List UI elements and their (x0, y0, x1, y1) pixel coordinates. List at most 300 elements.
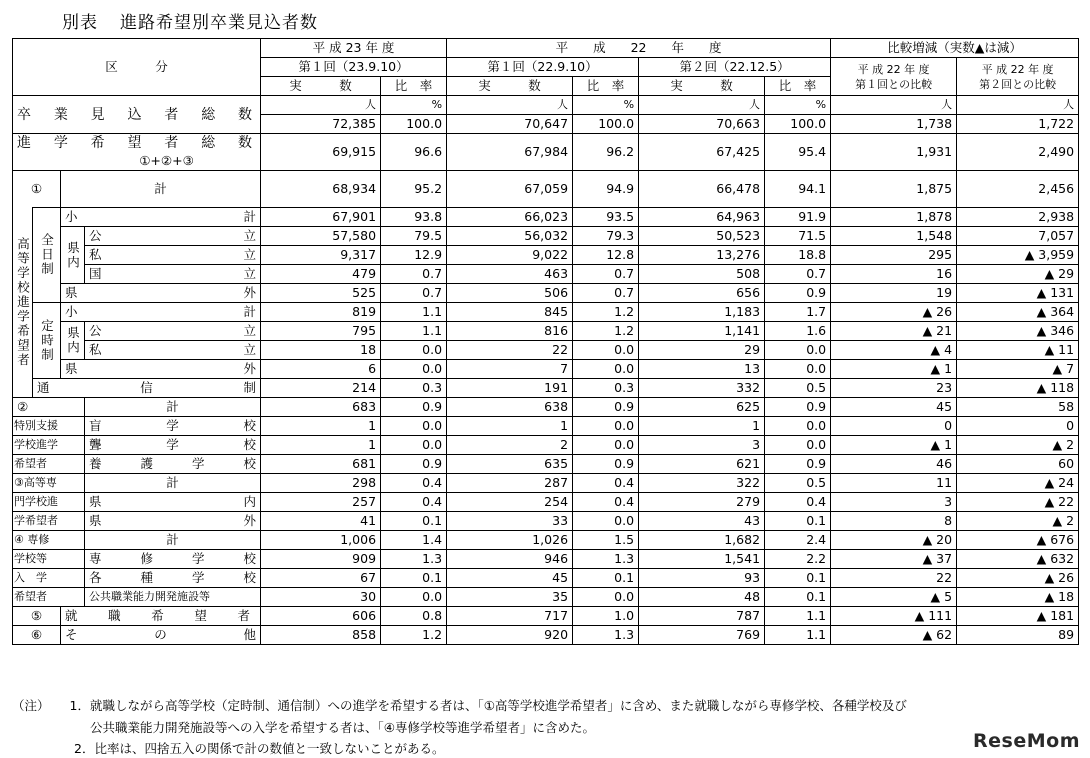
cell-value: 100.0 (573, 115, 639, 134)
cell-value: 0.9 (573, 455, 639, 474)
cell-value: 1.6 (765, 322, 831, 341)
cell-value: 8 (831, 512, 957, 531)
cell-value: 322 (639, 474, 765, 493)
cell-value: 1.3 (573, 626, 639, 645)
cell-value: 1,878 (831, 208, 957, 227)
cell-value: 506 (447, 284, 573, 303)
header-diff1: 平 成 22 年 度 第１回との比較 (831, 58, 957, 96)
cell-value: 606 (261, 607, 381, 626)
table-row (13, 512, 1079, 531)
cell-value: 0.0 (381, 417, 447, 436)
unit-person: 人 (447, 96, 573, 115)
table-row (13, 531, 1079, 550)
cell-value: ▲ 18 (957, 588, 1079, 607)
group2-num: ② (13, 398, 85, 417)
cell-value: 0.7 (765, 265, 831, 284)
cell-value: 1.2 (381, 626, 447, 645)
table-row (13, 208, 1079, 227)
cell-value: 769 (639, 626, 765, 645)
cell-value: 0.7 (573, 265, 639, 284)
cell-value: ▲ 29 (957, 265, 1079, 284)
cell-value: 7 (447, 360, 573, 379)
cell-value: 91.9 (765, 208, 831, 227)
cell-value: 0.4 (573, 493, 639, 512)
row-label: 県 外 (61, 360, 261, 379)
cell-value: 22 (831, 569, 957, 588)
cell-value: 683 (261, 398, 381, 417)
row-label-cell (13, 134, 261, 171)
cell-value: 67 (261, 569, 381, 588)
cell-value: 298 (261, 474, 381, 493)
cell-value: 66,023 (447, 208, 573, 227)
header-hiritsu: 比 率 (381, 77, 447, 96)
cell-value: 0.5 (765, 474, 831, 493)
cell-value: ▲ 3,959 (957, 246, 1079, 265)
cell-value: 2,456 (957, 171, 1079, 208)
row-label: 公 立 (85, 322, 261, 341)
cell-value: 67,901 (261, 208, 381, 227)
cell-value: 70,647 (447, 115, 573, 134)
header-h22-r2: 第２回（22.12.5） (639, 58, 831, 77)
table-row (13, 398, 1079, 417)
cell-value: 0.3 (381, 379, 447, 398)
title-main: 進路希望別卒業見込者数 (120, 13, 318, 33)
cell-value: 656 (639, 284, 765, 303)
row-label: 各 種 学 校 (85, 569, 261, 588)
cell-value: 1,006 (261, 531, 381, 550)
cell-value: 0.9 (765, 455, 831, 474)
row-label: 盲 学 校 (85, 417, 261, 436)
group2-name-1: 特別支援 (13, 417, 85, 436)
cell-value: 11 (831, 474, 957, 493)
cell-value: 45 (831, 398, 957, 417)
title-prefix: 別表 (62, 13, 98, 33)
cell-value: 1.4 (381, 531, 447, 550)
cell-value: 50,523 (639, 227, 765, 246)
table-row (13, 96, 1079, 115)
cell-value: 18.8 (765, 246, 831, 265)
cell-value: ▲ 346 (957, 322, 1079, 341)
cell-value: 9,022 (447, 246, 573, 265)
cell-value: 621 (639, 455, 765, 474)
cell-value: 7,057 (957, 227, 1079, 246)
cell-value: 1.1 (765, 607, 831, 626)
table-row (13, 171, 1079, 208)
cell-value: 13 (639, 360, 765, 379)
table-row (13, 626, 1079, 645)
cell-value: 1,183 (639, 303, 765, 322)
cell-value: 0.7 (381, 265, 447, 284)
cell-value: ▲ 11 (957, 341, 1079, 360)
cell-value: 1.1 (765, 626, 831, 645)
cell-value: ▲ 7 (957, 360, 1079, 379)
cell-value: 18 (261, 341, 381, 360)
header-h23: 平 成 23 年 度 (261, 39, 447, 58)
cell-value: 0.1 (765, 588, 831, 607)
cell-value: ▲ 20 (831, 531, 957, 550)
cell-value: 22 (447, 341, 573, 360)
cell-value: 100.0 (765, 115, 831, 134)
cell-value: 0.7 (573, 284, 639, 303)
cell-value: 525 (261, 284, 381, 303)
cell-value: 64,963 (639, 208, 765, 227)
cell-value: 1.2 (573, 303, 639, 322)
kennai-label: 県内 (61, 322, 85, 360)
cell-value: ▲ 5 (831, 588, 957, 607)
cell-value: ▲ 131 (957, 284, 1079, 303)
group2-name-3: 希望者 (13, 455, 85, 474)
group4-l3: 入 学 (13, 569, 85, 588)
cell-value: 29 (639, 341, 765, 360)
cell-value: 2.4 (765, 531, 831, 550)
cell-value: 1,541 (639, 550, 765, 569)
cell-value: 1 (447, 417, 573, 436)
cell-value: 0.3 (573, 379, 639, 398)
cell-value: 1.3 (381, 550, 447, 569)
cell-value: 845 (447, 303, 573, 322)
cell-value: 96.2 (573, 134, 639, 171)
row-label: 通 信 制 (33, 379, 261, 398)
cell-value: 0.1 (765, 512, 831, 531)
cell-value: 95.2 (381, 171, 447, 208)
table-row (13, 284, 1079, 303)
cell-value: 12.9 (381, 246, 447, 265)
cell-value: 1 (261, 417, 381, 436)
cell-value: 60 (957, 455, 1079, 474)
cell-value: 79.3 (573, 227, 639, 246)
cell-value: 0.9 (765, 284, 831, 303)
cell-value: 0.4 (381, 493, 447, 512)
cell-value: 93.5 (573, 208, 639, 227)
cell-value: 717 (447, 607, 573, 626)
cell-value: 0.0 (381, 436, 447, 455)
table-row (13, 474, 1079, 493)
cell-value: 67,425 (639, 134, 765, 171)
cell-value: 33 (447, 512, 573, 531)
cell-value: ▲ 181 (957, 607, 1079, 626)
cell-value: 0.9 (573, 398, 639, 417)
cell-value: 0.0 (573, 588, 639, 607)
cell-value: 0 (831, 417, 957, 436)
cell-value: 93.8 (381, 208, 447, 227)
cell-value: 1,931 (831, 134, 957, 171)
row-label: 計 (85, 398, 261, 417)
unit-pct: % (573, 96, 639, 115)
cell-value: 214 (261, 379, 381, 398)
row-label: 計 (85, 474, 261, 493)
cell-value: 0.1 (765, 569, 831, 588)
cell-value: 70,663 (639, 115, 765, 134)
cell-value: ▲ 1 (831, 360, 957, 379)
cell-value: 625 (639, 398, 765, 417)
cell-value: 0.0 (765, 360, 831, 379)
cell-value: ▲ 364 (957, 303, 1079, 322)
header-jissu: 実 数 (639, 77, 765, 96)
table-row (13, 455, 1079, 474)
cell-value: 1.5 (573, 531, 639, 550)
cell-value: 508 (639, 265, 765, 284)
cell-value: 2 (447, 436, 573, 455)
cell-value: ▲ 118 (957, 379, 1079, 398)
cell-value: 69,915 (261, 134, 381, 171)
row-label: 専 修 学 校 (85, 550, 261, 569)
cell-value: 681 (261, 455, 381, 474)
row-label: 私 立 (85, 246, 261, 265)
cell-value: 635 (447, 455, 573, 474)
cell-value: 9,317 (261, 246, 381, 265)
cell-value: 279 (639, 493, 765, 512)
cell-value: 93 (639, 569, 765, 588)
group3-l1: ③高等専 (13, 474, 85, 493)
cell-value: 1.3 (573, 550, 639, 569)
page-title (62, 8, 340, 33)
cell-value: 332 (639, 379, 765, 398)
cell-value: ▲ 37 (831, 550, 957, 569)
row-label: 進学希望者総数 (17, 135, 257, 151)
cell-value: 795 (261, 322, 381, 341)
cell-value: 58 (957, 398, 1079, 417)
cell-value: 0.0 (381, 588, 447, 607)
cell-value: 0.0 (573, 341, 639, 360)
cell-value: 287 (447, 474, 573, 493)
cell-value: ▲ 26 (831, 303, 957, 322)
cell-value: 43 (639, 512, 765, 531)
table-row (13, 417, 1079, 436)
table-row (13, 303, 1079, 322)
kennai-label: 県内 (61, 227, 85, 284)
cell-value: 0.7 (381, 284, 447, 303)
group4-l2: 学校等 (13, 550, 85, 569)
group1-num: ① (13, 171, 61, 208)
cell-value: 0.1 (381, 512, 447, 531)
cell-value: 254 (447, 493, 573, 512)
cell-value: 68,934 (261, 171, 381, 208)
cell-value: 16 (831, 265, 957, 284)
cell-value: 0.0 (765, 417, 831, 436)
note-2: 2．比率は、四捨五入の関係で計の数値と一致しないことがある。 (74, 741, 445, 756)
cell-value: 0.9 (381, 455, 447, 474)
cell-value: 30 (261, 588, 381, 607)
cell-value: 909 (261, 550, 381, 569)
cell-value: ▲ 24 (957, 474, 1079, 493)
row-label: 計 (61, 171, 261, 208)
header-jissu: 実 数 (447, 77, 573, 96)
cell-value: 46 (831, 455, 957, 474)
cell-value: ▲ 111 (831, 607, 957, 626)
table-row (13, 436, 1079, 455)
cell-value: 71.5 (765, 227, 831, 246)
cell-value: 13,276 (639, 246, 765, 265)
cell-value: 0.0 (381, 341, 447, 360)
cell-value: 816 (447, 322, 573, 341)
cell-value: 946 (447, 550, 573, 569)
table-row (13, 265, 1079, 284)
cell-value: 79.5 (381, 227, 447, 246)
group2-name-2: 学校進学 (13, 436, 85, 455)
cell-value: ▲ 26 (957, 569, 1079, 588)
cell-value: 819 (261, 303, 381, 322)
group3-l2: 門学校進 (13, 493, 85, 512)
cell-value: ▲ 2 (957, 436, 1079, 455)
cell-value: 638 (447, 398, 573, 417)
header-diff2: 平 成 22 年 度 第２回との比較 (957, 58, 1079, 96)
cell-value: 0.0 (765, 341, 831, 360)
cell-value: 858 (261, 626, 381, 645)
group6-num: ⑥ (13, 626, 61, 645)
cell-value: 89 (957, 626, 1079, 645)
row-label: 就職希望者 (61, 607, 261, 626)
row-sublabel: ①+②+③ (139, 153, 194, 168)
cell-value: 19 (831, 284, 957, 303)
cell-value: ▲ 21 (831, 322, 957, 341)
cell-value: 66,478 (639, 171, 765, 208)
cell-value: ▲ 4 (831, 341, 957, 360)
group3-l3: 学希望者 (13, 512, 85, 531)
cell-value: 463 (447, 265, 573, 284)
header-hiritsu: 比 率 (765, 77, 831, 96)
unit-person: 人 (639, 96, 765, 115)
unit-pct: % (765, 96, 831, 115)
cell-value: ▲ 2 (957, 512, 1079, 531)
cell-value: 0.5 (765, 379, 831, 398)
table-row (13, 341, 1079, 360)
cell-value: 1.7 (765, 303, 831, 322)
cell-value: 1,682 (639, 531, 765, 550)
cell-value: 96.6 (381, 134, 447, 171)
table-row (13, 360, 1079, 379)
cell-value: 72,385 (261, 115, 381, 134)
cell-value: 920 (447, 626, 573, 645)
cell-value: 57,580 (261, 227, 381, 246)
cell-value: ▲ 632 (957, 550, 1079, 569)
table-row (13, 569, 1079, 588)
cell-value: 0.0 (573, 436, 639, 455)
cell-value: 2,490 (957, 134, 1079, 171)
cell-value: 67,059 (447, 171, 573, 208)
row-label: 公共職業能力開発施設等 (85, 588, 261, 607)
note-1 (12, 696, 907, 714)
header-h22-r1: 第１回（22.9.10） (447, 58, 639, 77)
cell-value: 1,738 (831, 115, 957, 134)
cell-value: 1,548 (831, 227, 957, 246)
row-label: そ の 他 (61, 626, 261, 645)
cell-value: 56,032 (447, 227, 573, 246)
cell-value: 0.0 (573, 512, 639, 531)
cell-value: 1.1 (381, 322, 447, 341)
cell-value: ▲ 1 (831, 436, 957, 455)
cell-value: 1,026 (447, 531, 573, 550)
table-row (13, 134, 1079, 171)
row-label: 小 計 (61, 303, 261, 322)
table-row (13, 246, 1079, 265)
note-label: （注） (12, 698, 50, 713)
cell-value: 479 (261, 265, 381, 284)
header-diff: 比較増減（実数▲は減） (831, 39, 1079, 58)
cell-value: 2.2 (765, 550, 831, 569)
row-label: 私 立 (85, 341, 261, 360)
note-1b: 公共職業能力開発施設等への入学を希望する者は、「④専修学校等進学希望者」に含めた。 (90, 720, 595, 735)
table-row (13, 588, 1079, 607)
cell-value: 0.9 (765, 398, 831, 417)
header-h22: 平 成 22 年 度 (447, 39, 831, 58)
cell-value: 0.9 (381, 398, 447, 417)
data-table (12, 38, 1079, 645)
cell-value: 1 (639, 417, 765, 436)
cell-value: ▲ 676 (957, 531, 1079, 550)
note-1-text: 1．就職しながら高等学校（定時制、通信制）への進学を希望する者は、「①高等学校進学希望者」に含め、また就職しながら専修学校、各種学校及び (69, 698, 907, 713)
cell-value: 35 (447, 588, 573, 607)
row-label: 国 立 (85, 265, 261, 284)
cell-value: 3 (639, 436, 765, 455)
cell-value: 1.0 (573, 607, 639, 626)
cell-value: 41 (261, 512, 381, 531)
cell-value: 0.1 (573, 569, 639, 588)
cell-value: 95.4 (765, 134, 831, 171)
cell-value: 787 (639, 607, 765, 626)
cell-value: 1 (261, 436, 381, 455)
table-row (13, 607, 1079, 626)
zen-label: 全日制 (33, 208, 61, 303)
cell-value: 48 (639, 588, 765, 607)
header-category: 区 分 (13, 39, 261, 96)
cell-value: 1.2 (573, 322, 639, 341)
cell-value: 1.1 (381, 303, 447, 322)
cell-value: 100.0 (381, 115, 447, 134)
cell-value: 257 (261, 493, 381, 512)
table-row (13, 550, 1079, 569)
cell-value: 1,722 (957, 115, 1079, 134)
header-jissu: 実 数 (261, 77, 381, 96)
cell-value: 0.4 (573, 474, 639, 493)
unit-person: 人 (261, 96, 381, 115)
cell-value: 94.9 (573, 171, 639, 208)
group5-num: ⑤ (13, 607, 61, 626)
table-row (13, 227, 1079, 246)
row-label: 養 護 学 校 (85, 455, 261, 474)
group4-l1: ④ 専修 (13, 531, 85, 550)
cell-value: 295 (831, 246, 957, 265)
header-row-1 (13, 39, 1079, 58)
row-label: 計 (85, 531, 261, 550)
cell-value: 3 (831, 493, 957, 512)
cell-value: 0.4 (381, 474, 447, 493)
row-label: 県 外 (61, 284, 261, 303)
cell-value: 0.8 (381, 607, 447, 626)
tei-label: 定時制 (33, 303, 61, 379)
row-label: 聾 学 校 (85, 436, 261, 455)
unit-pct: % (381, 96, 447, 115)
cell-value: 67,984 (447, 134, 573, 171)
cell-value: 6 (261, 360, 381, 379)
cell-value: 1,141 (639, 322, 765, 341)
cell-value: 2,938 (957, 208, 1079, 227)
cell-value: 0.0 (765, 436, 831, 455)
group4-l4: 希望者 (13, 588, 85, 607)
cell-value: 0.0 (573, 417, 639, 436)
cell-value: 0.4 (765, 493, 831, 512)
table-row (13, 379, 1079, 398)
unit-person: 人 (831, 96, 957, 115)
cell-value: 45 (447, 569, 573, 588)
cell-value: ▲ 22 (957, 493, 1079, 512)
unit-person: 人 (957, 96, 1079, 115)
cell-value: 0.1 (381, 569, 447, 588)
row-label: 県 内 (85, 493, 261, 512)
group1-name: 高等学校進学希望者 (13, 208, 33, 398)
cell-value: 23 (831, 379, 957, 398)
cell-value: 0.0 (573, 360, 639, 379)
row-label: 県 外 (85, 512, 261, 531)
